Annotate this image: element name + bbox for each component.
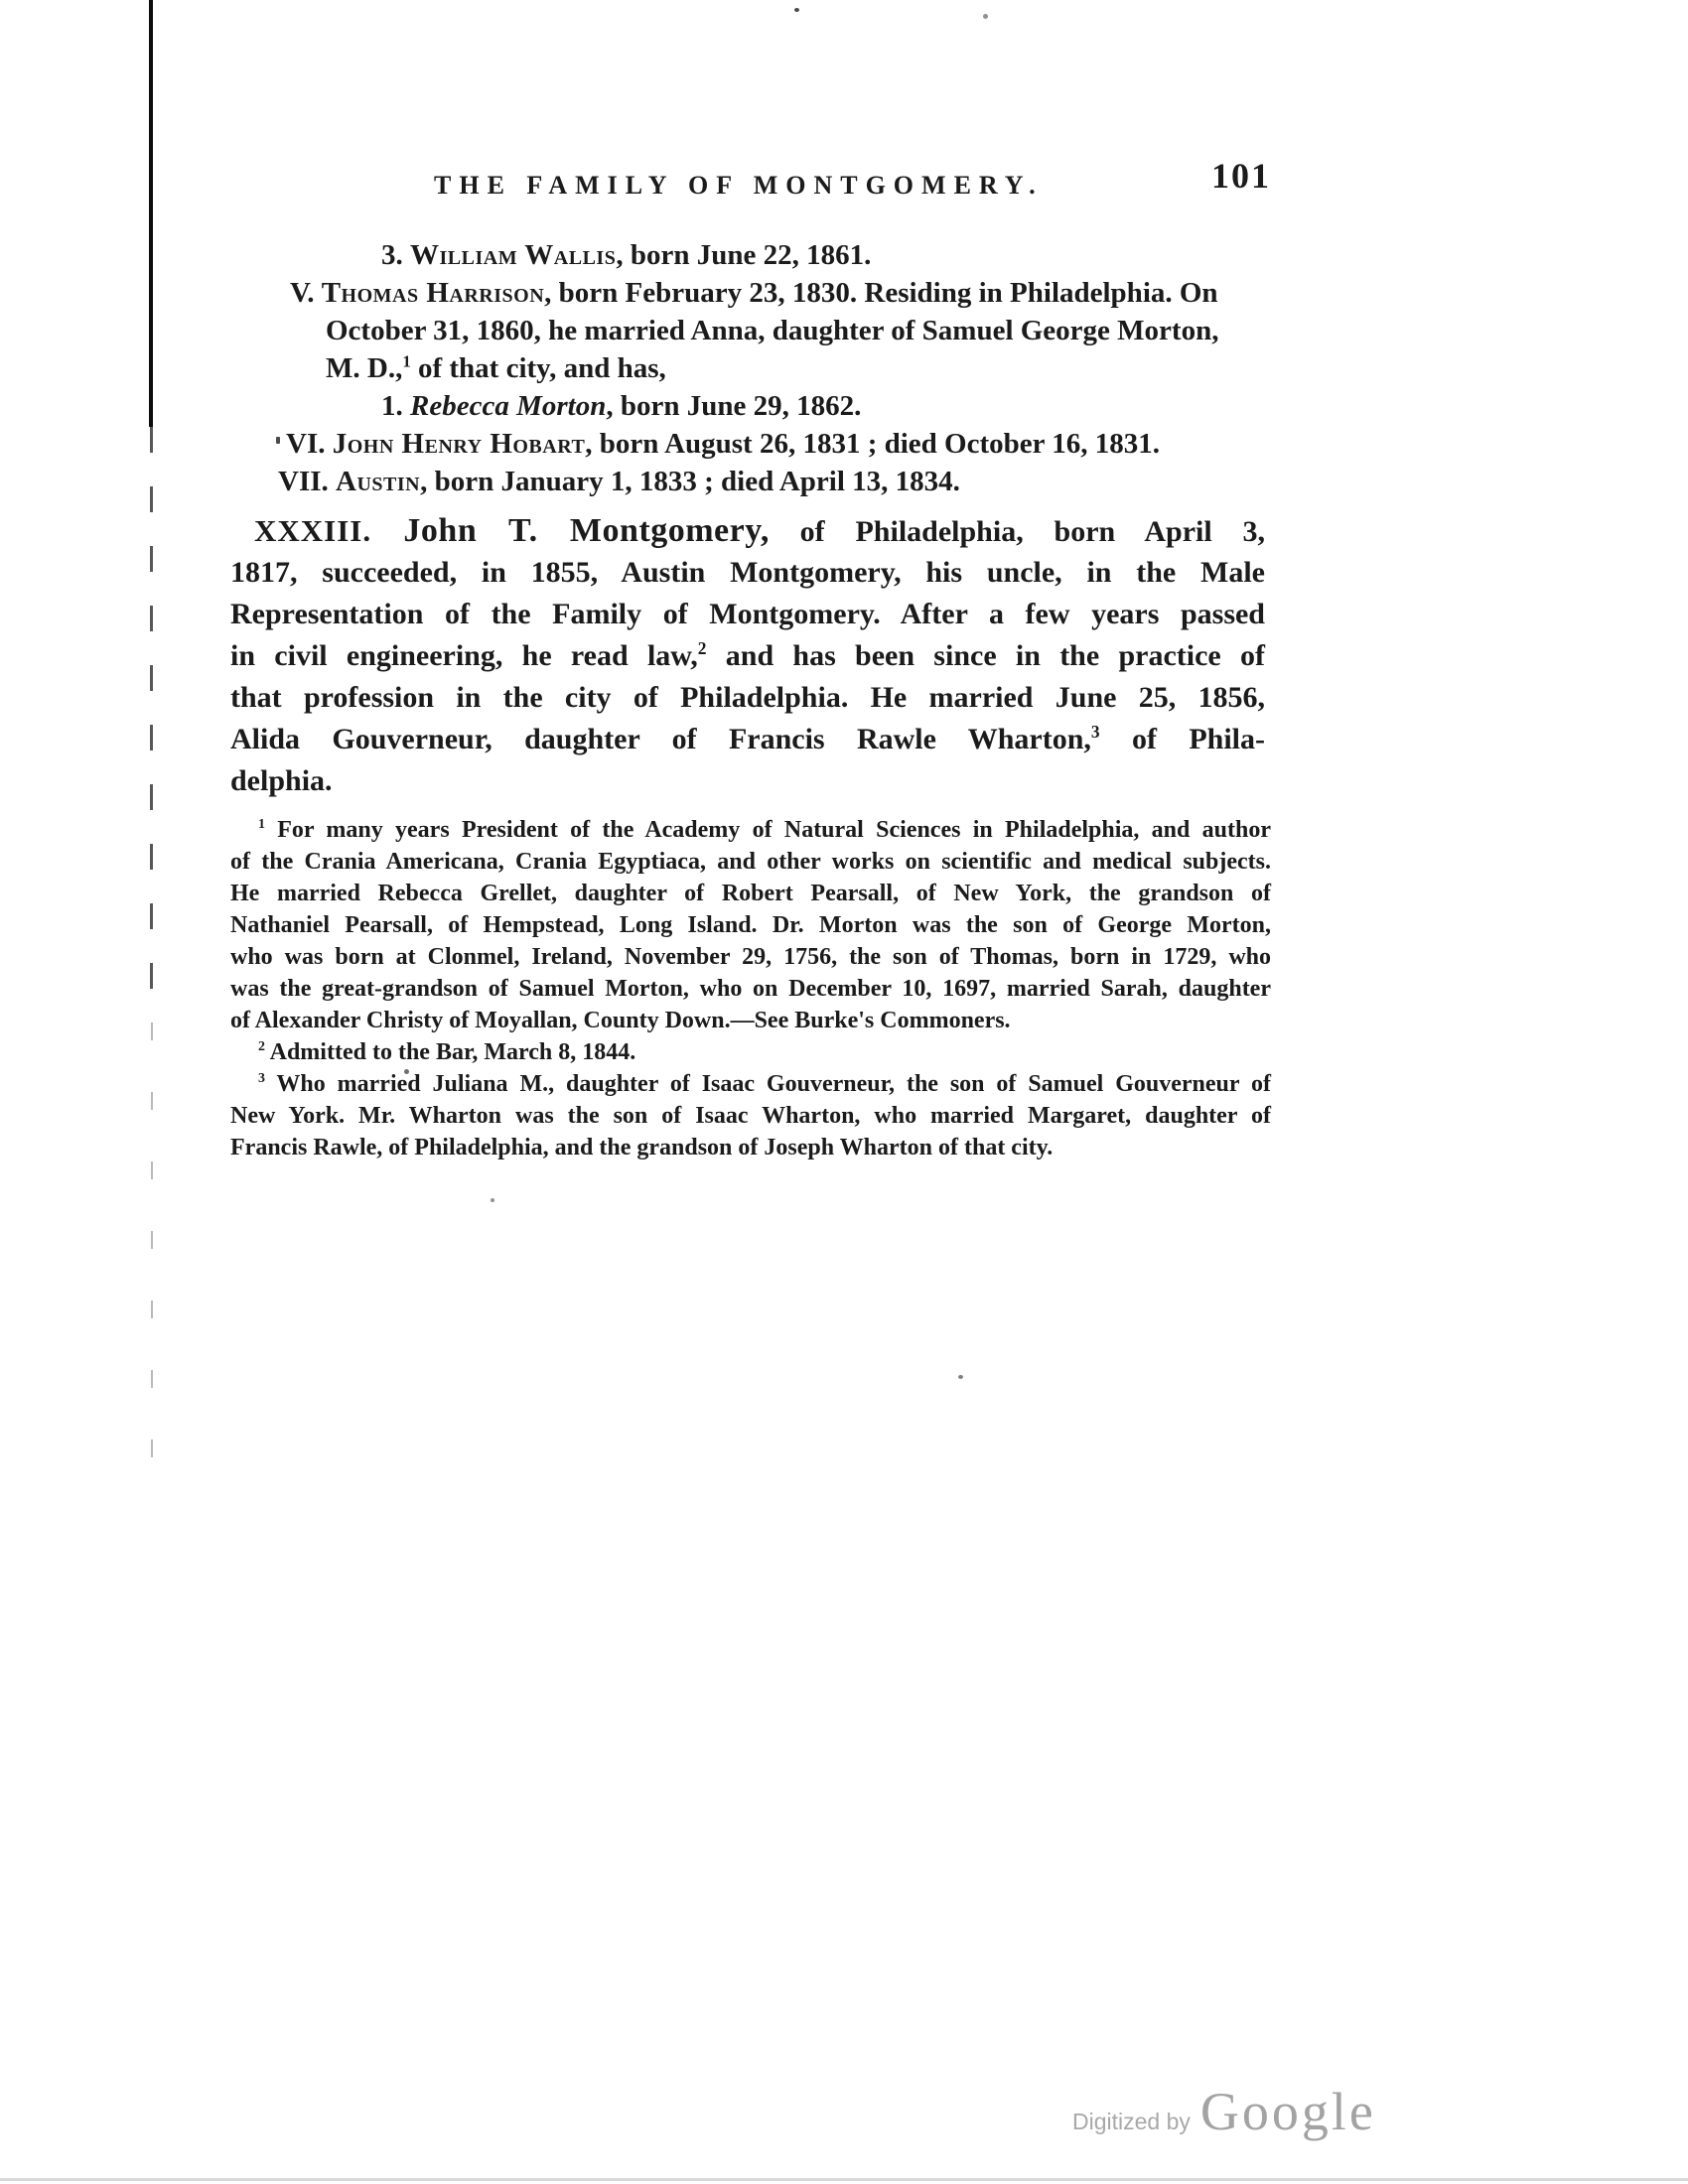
paragraph-text: and has been since in the practice of [706, 639, 1265, 672]
footnote-3-line [230, 1068, 1271, 1100]
paragraph-text: in civil engineering, he read law, [230, 639, 698, 672]
footnote-text: Admitted to the Bar, March 8, 1844. [264, 1039, 636, 1065]
footnote-3-line [230, 1132, 1271, 1163]
paragraph-line [230, 719, 1265, 760]
footnote-marker-3: 3 [1090, 722, 1100, 742]
item-number: VI. [286, 428, 326, 460]
person-name: William Wallis [410, 239, 617, 271]
footnotes-block [230, 814, 1271, 1163]
footnote-text: Francis Rawle, of Philadelphia, and the grandson of Joseph Wharton of that city. [230, 1135, 1054, 1160]
paragraph-text: 1817, succeeded, in 1855, Austin Montgomery, his uncle, in the Male [230, 556, 1265, 589]
item-number: VII. [278, 466, 329, 497]
item-text: M. D., [326, 352, 403, 384]
footnote-1-line [230, 973, 1271, 1005]
paragraph-line [230, 552, 1265, 594]
section-subject-name: John T. Montgomery, [371, 512, 770, 549]
person-name: Rebecca Morton [410, 390, 607, 422]
footnote-1-line [230, 909, 1271, 941]
scan-gutter-line-dashed [150, 427, 153, 1023]
footnote-1-line [230, 878, 1271, 909]
ink-speck [794, 8, 799, 12]
paragraph-text: delphia. [230, 764, 333, 797]
person-name: Thomas Harrison [321, 277, 545, 309]
list-item-thomas-harrison-line1 [230, 274, 1271, 312]
item-number: 3. [381, 239, 403, 271]
section-paragraph-xxxiii [230, 510, 1265, 802]
footnote-marker-1: 1 [402, 351, 411, 371]
ink-speck [958, 1375, 963, 1379]
footnote-text: who was born at Clonmel, Ireland, November 29, 1756, the son of Thomas, born in 1729, who [230, 944, 1271, 970]
footnote-1-line [230, 1005, 1271, 1036]
footnote-2-line [230, 1036, 1271, 1068]
item-text: , born January 1, 1833 ; died April 13, 1834. [420, 466, 960, 497]
footnote-1-line [230, 814, 1271, 846]
footnote-text: Who married Juliana M., daughter of Isaac Gouverneur, the son of Samuel Gouverneur of [264, 1071, 1271, 1097]
paragraph-line [230, 677, 1265, 719]
item-text: , born February 23, 1830. Residing in Philadelphia. On [544, 277, 1218, 309]
scan-bottom-edge [0, 2178, 1688, 2181]
scan-gutter-line-faint [151, 1023, 153, 1489]
digitization-watermark [1072, 2081, 1376, 2142]
footnote-number-2: 2 [258, 1039, 265, 1054]
footnote-text: New York. Mr. Wharton was the son of Isaac Wharton, who married Margaret, daughter of [230, 1103, 1271, 1129]
item-text: of that city, and has, [410, 352, 666, 384]
item-text: , born August 26, 1831 ; died October 16, 1831. [585, 428, 1160, 460]
item-text: October 31, 1860, he married Anna, daughter of Samuel George Morton, [326, 315, 1219, 346]
footnote-1-line [230, 846, 1271, 878]
footnote-number-1: 1 [258, 817, 265, 832]
paragraph-text: Representation of the Family of Montgomery. After a few years passed [230, 598, 1265, 630]
item-number: V. [290, 277, 315, 309]
list-item-thomas-harrison-line2 [230, 312, 1271, 349]
item-text: , born June 29, 1862. [606, 390, 862, 422]
list-item-rebecca-morton [230, 387, 1271, 425]
paragraph-text: that profession in the city of Philadelphia. He married June 25, 1856, [230, 681, 1265, 714]
item-number: 1. [381, 390, 403, 422]
footnote-text: He married Rebecca Grellet, daughter of Robert Pearsall, of New York, the grandson of [230, 881, 1271, 906]
footnote-text: Nathaniel Pearsall, of Hempstead, Long Island. Dr. Morton was the son of George Morton, [230, 912, 1271, 938]
section-number: XXXIII. [254, 513, 372, 548]
paragraph-text: Alida Gouverneur, daughter of Francis Rawle Wharton, [230, 723, 1091, 755]
running-header-title: THE FAMILY OF MONTGOMERY. [434, 171, 1044, 200]
list-item-thomas-harrison-line3 [230, 349, 1271, 387]
paragraph-line [230, 760, 1265, 802]
list-item-william-wallis [230, 236, 1271, 274]
footnote-text: of the Crania Americana, Crania Egyptiaca, and other works on scientific and medical subjects. [230, 849, 1271, 875]
footnote-text: For many years President of the Academy of Natural Sciences in Philadelphia, and author [264, 817, 1271, 843]
paragraph-line [230, 635, 1265, 677]
ink-speck [491, 1198, 494, 1202]
paragraph-text: of Philadelphia, born April 3, [769, 515, 1265, 548]
list-item-john-henry-hobart [230, 425, 1271, 463]
person-name: Austin [336, 466, 421, 497]
scan-gutter-line [149, 0, 153, 427]
item-text: , born June 22, 1861. [616, 239, 872, 271]
footnote-3-line [230, 1100, 1271, 1132]
ink-speck [983, 14, 988, 19]
footnote-1-line [230, 941, 1271, 973]
page-number: 101 [1211, 156, 1271, 196]
list-item-austin [230, 463, 1271, 500]
digitized-by-label: Digitized by [1072, 2109, 1191, 2134]
footnote-marker-2: 2 [697, 638, 707, 658]
paragraph-text: of Phila- [1099, 723, 1265, 755]
footnote-number-3: 3 [258, 1071, 265, 1086]
person-name: John Henry Hobart [332, 428, 586, 460]
footnote-text: was the great-grandson of Samuel Morton, who on December 10, 1697, married Sarah, daughter [230, 976, 1271, 1002]
paragraph-line [230, 510, 1265, 552]
footnote-text: of Alexander Christy of Moyallan, County Down.—See Burke's Commoners. [230, 1008, 1011, 1033]
genealogy-list [230, 236, 1271, 500]
google-logo: Google [1199, 2082, 1376, 2141]
paragraph-line [230, 594, 1265, 635]
